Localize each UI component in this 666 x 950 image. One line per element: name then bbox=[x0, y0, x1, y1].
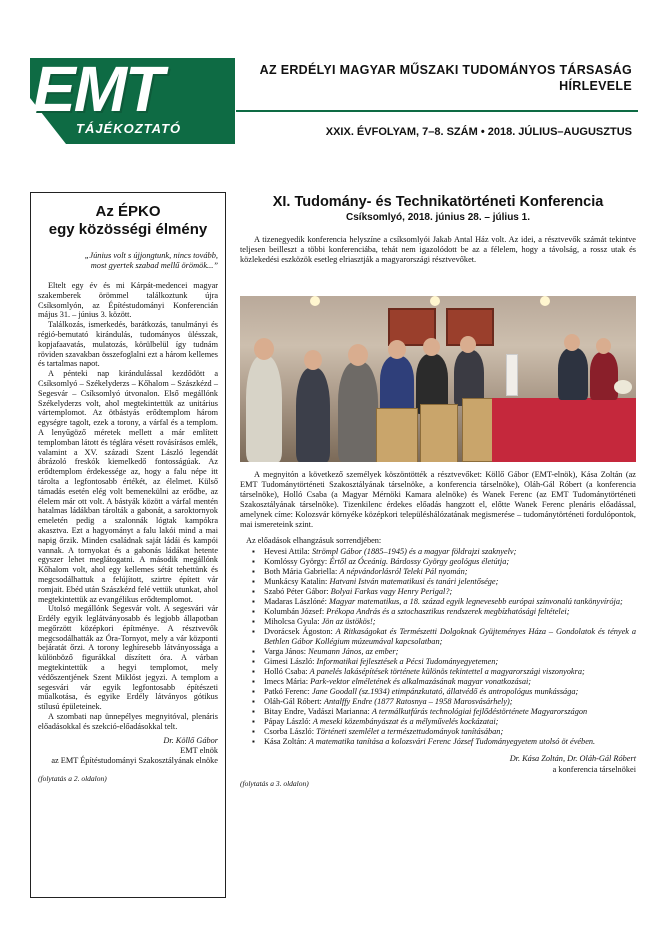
sidebar-paragraph: Utolsó megállónk Segesvár volt. A segesvári vár Erdély egyik leglátványosabb és legjobb állapotban megőrzött középkori építménye. A résztvevők megcsodálhatták az Óra-Tornyot, mely a vár központi bejáratát őrzi. A torony leghíresebb látványossága a különböző figurákkal díszített óra. A várban megtekintettük a hegyi templomot, mely védőszentjének Szent Miklóst jegyzi. A templom a segesvári vár egyik legfontosabb építészeti műalkotása, és egyike Erdély látványos gótikus stílusú épületeinek. bbox=[38, 604, 218, 712]
main-signature bbox=[240, 753, 636, 775]
talks-list bbox=[246, 547, 636, 747]
talk-item bbox=[246, 597, 636, 607]
talk-title: Strömpl Gábor (1885–1945) és a magyar földrajzi szaknyelv; bbox=[311, 547, 517, 556]
talk-speaker: Miholcsa Gyula: bbox=[264, 617, 320, 626]
intro-paragraph: A tizenegyedik konferencia helyszíne a csíksomlyói Jakab Antal Ház volt. Az idei, a résztvevők számát tekintve teljesen beilleszt a többi konferenciába, tehát nem igazolódott be az a félelem, hogy a távolság, a rossz utak és közlekedési eszközök esetleg elriasztják a magyarországi résztvevőket. bbox=[240, 235, 636, 264]
talk-speaker: Bitay Endre, Vadászi Marianna: bbox=[264, 707, 370, 716]
talk-item bbox=[246, 657, 636, 667]
main-sign-names: Dr. Kása Zoltán, Dr. Oláh-Gál Róbert bbox=[509, 754, 636, 763]
talk-title: Antalffy Endre (1877 Ratosnya – 1958 Marosvásárhely); bbox=[323, 697, 513, 706]
talk-speaker: Varga János: bbox=[264, 647, 307, 656]
talk-title: Informatikai fejlesztések a Pécsi Tudományegyetemen; bbox=[316, 657, 499, 666]
talk-title: Jön az üstökös!; bbox=[321, 617, 376, 626]
sidebar-title bbox=[38, 203, 218, 239]
attendee-head bbox=[460, 336, 476, 353]
talk-speaker: Pápay László: bbox=[264, 717, 311, 726]
talk-speaker: Kolumbán József: bbox=[264, 607, 325, 616]
sidebar-article bbox=[30, 192, 226, 898]
talk-title: Park-vektor elméletének és alkalmazásának magyar vonatkozásai; bbox=[310, 677, 532, 686]
talk-item bbox=[246, 677, 636, 687]
talk-title: Hatvani István matematikusi és tanári jelentősége; bbox=[329, 577, 499, 586]
chair bbox=[462, 398, 494, 462]
talk-item bbox=[246, 707, 636, 717]
attendee bbox=[246, 356, 282, 462]
presidium-member bbox=[558, 348, 588, 400]
attendee bbox=[296, 368, 330, 462]
chair bbox=[420, 404, 458, 462]
sidebar-paragraph: Eltelt egy év és mi Kárpát-medencei magyar szakemberek örömmel találkoztunk újra Csíksomlyón, az Építéstudományi Konferencián május 31. – június 3. között. bbox=[38, 281, 218, 320]
sidebar-title-line1: Az ÉPKO bbox=[95, 203, 161, 220]
talk-title: A meseki közembányászat és a mélyművelés kockázatai; bbox=[312, 717, 499, 726]
talk-item bbox=[246, 647, 636, 657]
attendee-head bbox=[423, 338, 440, 356]
sidebar-sign-role2: az EMT Építéstudományi Szakosztályának elnöke bbox=[51, 755, 218, 765]
ceiling-lamp bbox=[540, 296, 550, 306]
logo-text: EMT bbox=[33, 53, 163, 125]
sidebar-body bbox=[38, 281, 218, 732]
org-title-line2: HÍRLEVELE bbox=[559, 79, 632, 93]
org-title-line1: AZ ERDÉLYI MAGYAR MŰSZAKI TUDOMÁNYOS TÁRSASÁG bbox=[259, 63, 632, 77]
talk-item bbox=[246, 717, 636, 727]
talk-title: A panelés lakásépítések története különös tekintettel a magyarországi viszonyokra; bbox=[309, 667, 585, 676]
presidium-member bbox=[590, 352, 618, 400]
attendee-head bbox=[348, 344, 368, 366]
talks-heading: Az előadások elhangzásuk sorrendjében: bbox=[246, 536, 382, 545]
main-article bbox=[240, 192, 636, 788]
talk-speaker: Oláh-Gál Róbert: bbox=[264, 697, 322, 706]
sidebar-title-line2: egy közösségi élmény bbox=[48, 221, 208, 238]
main-sign-role: a konferencia társelnökei bbox=[552, 765, 636, 774]
talk-item bbox=[246, 587, 636, 597]
talk-speaker: Madaras Lászlóné: bbox=[264, 597, 327, 606]
presidium-table bbox=[492, 398, 636, 462]
sidebar-quote-line2: most gyertek szabad mellű örömök...” bbox=[90, 261, 218, 270]
talk-title: A népvándorlásról Teleki Pál nyomán; bbox=[339, 567, 468, 576]
masthead bbox=[0, 0, 666, 150]
talk-speaker: Gimesi László: bbox=[264, 657, 315, 666]
attendee bbox=[338, 362, 378, 462]
talk-item bbox=[246, 667, 636, 677]
attendee-head bbox=[564, 334, 580, 351]
sidebar-quote bbox=[38, 251, 218, 271]
talk-title: Történeti szemlélet a természettudományok tanításában; bbox=[316, 727, 504, 736]
banner-stand bbox=[506, 354, 518, 396]
talk-speaker: Patkó Ferenc: bbox=[264, 687, 310, 696]
talk-item bbox=[246, 607, 636, 617]
talk-speaker: Kása Zoltán: bbox=[264, 737, 307, 746]
talk-item bbox=[246, 577, 636, 587]
attendee-head bbox=[596, 338, 611, 354]
talk-title: Értől az Óceánig. Bárdossy György geológus életútja; bbox=[329, 557, 510, 566]
org-title bbox=[252, 62, 632, 94]
talk-speaker: Szabó Péter Gábor: bbox=[264, 587, 329, 596]
attendee-head bbox=[254, 338, 274, 360]
talk-title: Neumann János, az ember; bbox=[308, 647, 399, 656]
talk-title: A termálkutfúrás technológiai fejlődéstörténete Magyarországon bbox=[371, 707, 588, 716]
conference-photo bbox=[240, 296, 636, 462]
opening-paragraph: A megnyitón a következő személyek köszöntötték a résztvevőket: Köllő Gábor (EMT-elnök), Kása Zoltán (az EMT Tudománytörténeti Szakosztályának társelnöke, a konferencia társelnöke), Oláh-Gál Róbert (a konferencia társelnöke), Holló Csaba (a Magyar Mérnöki Kamara alelnöke) és Wanek Ferenc (az EMT Tudománytörténeti Szakosztályának társelnöke). Tizenkilenc érdekes előadás hangzott el, előtte Wanek Ferenc plenáris előadással, amelynek címe: Kolozsvár környéke középkori településhálózatának megismerése – tudománytörténeti fordulópontok, mai ismereteink szint. bbox=[240, 470, 636, 529]
sidebar-signature bbox=[38, 736, 218, 766]
sidebar-sign-name: Dr. Köllő Gábor bbox=[163, 735, 218, 745]
flower-bouquet bbox=[614, 380, 632, 394]
sidebar-continued: (folytatás a 2. oldalon) bbox=[38, 773, 107, 783]
talk-item bbox=[246, 697, 636, 707]
talk-speaker: Both Mária Gabriella: bbox=[264, 567, 338, 576]
attendee-head bbox=[388, 340, 406, 359]
main-body bbox=[240, 470, 636, 789]
talk-item bbox=[246, 727, 636, 737]
main-intro bbox=[240, 235, 636, 265]
logo-subtitle: TÁJÉKOZTATÓ bbox=[76, 121, 182, 136]
sidebar-quote-line1: „Június volt s újjongtunk, nincs tovább, bbox=[84, 251, 218, 260]
main-continued: (folytatás a 3. oldalon) bbox=[240, 779, 309, 788]
talk-title: A Ritkaságokat és Természetti Dolgoknak Gyüjteményes Háza – Gondolatok és tények a Bethlen Gábor Kollégium múzeumával kapcsolatban; bbox=[264, 627, 636, 646]
talk-speaker: Dvorácsek Ágoston: bbox=[264, 627, 333, 636]
talk-item bbox=[246, 627, 636, 647]
talk-item bbox=[246, 687, 636, 697]
talk-item bbox=[246, 617, 636, 627]
header-rule bbox=[236, 110, 638, 112]
talk-speaker: Munkácsy Katalin: bbox=[264, 577, 328, 586]
talk-title: Jane Goodall (sz.1934) etimpánzkutató, állatvédő és antropológus munkássága; bbox=[311, 687, 579, 696]
talk-item bbox=[246, 567, 636, 577]
sidebar-sign-role1: EMT elnök bbox=[180, 745, 218, 755]
main-subtitle: Csíksomlyó, 2018. június 28. – július 1. bbox=[346, 212, 530, 223]
talk-speaker: Holló Csaba: bbox=[264, 667, 308, 676]
talk-speaker: Csorba László: bbox=[264, 727, 315, 736]
main-title: XI. Tudomány- és Technikatörténeti Konferencia bbox=[272, 194, 604, 210]
talk-item bbox=[246, 557, 636, 567]
talk-speaker: Komlóssy György: bbox=[264, 557, 328, 566]
attendee-head bbox=[304, 350, 322, 370]
chair bbox=[376, 408, 418, 462]
attendee bbox=[380, 356, 414, 416]
talk-speaker: Hevesi Attila: bbox=[264, 547, 310, 556]
talk-title: Magyar matematikus, a 18. század egyik legnevesebb európai színvonalú tankönyvírója; bbox=[328, 597, 623, 606]
talk-item bbox=[246, 737, 636, 747]
sidebar-paragraph: A szombati nap ünnepélyes megnyitóval, plenáris előadásokkal és szekció-előadásokkal telt. bbox=[38, 712, 218, 731]
sidebar-paragraph: A pénteki nap kirándulással kezdődött a Csíksomlyó – Székelyderzs – Kőhalom – Szászkézd – Segesvár – Csíksomlyó útvonalon. Első megállónk Székelyderzs volt, ahol megtekintettük az unitárius vártemplomot. Az ötbástyás erődtemplom három egységre tagolt, ezek a torony, a várfal és a templom. A lenyűgöző méretek mellett a már említett templomban látott és téglára vésett rovásírásos emlék, valamint a XV. századi Szent László legendát ábrázoló freskók kiemelkedő fontosságúak. Az erődtemplom érdekessége az, hogy a falu népe itt tárolta a legfontosabb értékét, az élelmet. Külső támadás esetén elég volt bemenekülni az erődbe, az élelem már ott volt. A bástyák között a várfal mentén hatalmas ládákban tárolták a gabonát, a saroktornyok emeletén pedig a szalonnák lógtak kampókra akasztva. Ezt a hagyományt a falu lakói mind a mai napig őrzik. Minden családnak saját ládái és kampói vannak. A tornyokat és a gabonás ládákat hetente egyszer lehet meglátogatni. A második megállónk Kőhalom volt, ahol egy kellemes sétát tehettünk és megcsodálhattuk a felújított, szirtre épített vár romjait. Ebéd után Szászkézd felé vettük utunkat, ahol megtekintettük az evangélikus erődtemplomot. bbox=[38, 369, 218, 604]
talk-title: Prékopa András és a sztochasztikus rendszerek megbízhatósági feltételei; bbox=[326, 607, 570, 616]
talk-title: Bolyai Farkas vagy Henry Perigal?; bbox=[330, 587, 453, 596]
talk-title: A matematika tanítása a kolozsvári Ferenc József Tudományegyetem utolsó öt évében. bbox=[308, 737, 596, 746]
ceiling-lamp bbox=[430, 296, 440, 306]
sidebar-paragraph: Találkozás, ismerkedés, barátkozás, tanulmányi és régió-bemutató kirándulás, tudományos ülésszak, kopjafaavatás, mulatozás, körülbelül így tudnám röviden szavakban összefoglalni ezt a három kellemes és tartalmas napot. bbox=[38, 320, 218, 369]
talk-speaker: Imecs Mária: bbox=[264, 677, 309, 686]
issue-line: XXIX. ÉVFOLYAM, 7–8. SZÁM • 2018. JÚLIUS–AUGUSZTUS bbox=[325, 126, 632, 138]
talk-item bbox=[246, 547, 636, 557]
ceiling-lamp bbox=[310, 296, 320, 306]
